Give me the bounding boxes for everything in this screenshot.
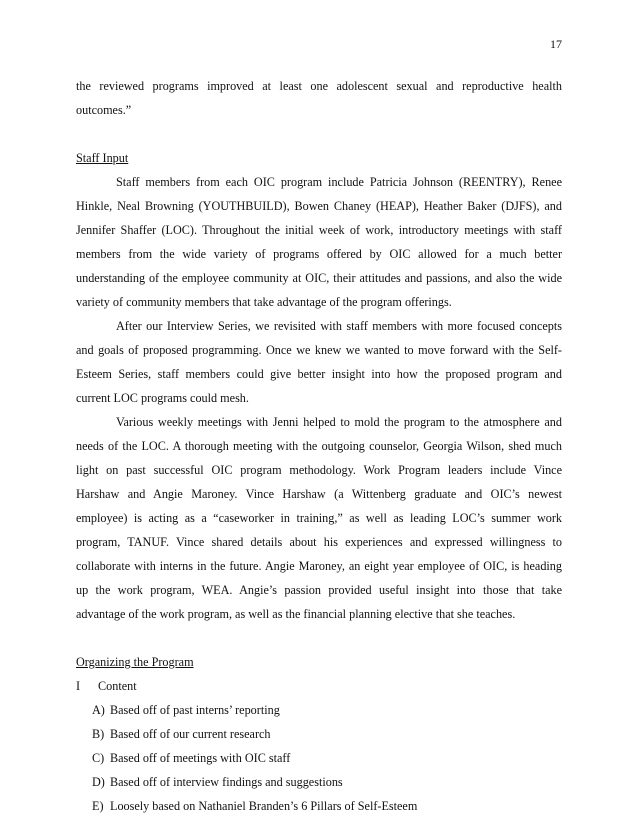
body-line: After our Interview Series, we revisited with staff members with more focused concepts [116,319,562,333]
body-line: members from the wide variety of programs offered by OIC allowed for a much better [76,247,562,261]
outline-item [76,746,562,770]
outline-item [76,698,562,722]
body-line: collaborate with interns in the future. Angie Maroney, an eight year employee of OIC, is heading [76,559,562,573]
page-number: 17 [550,37,562,51]
body-line: Hinkle, Neal Browning (YOUTHBUILD), Bowen Chaney (HEAP), Heather Baker (DJFS), and [76,199,562,213]
body-line: advantage of the work program, as well as the financial planning elective that she teaches. [76,607,516,621]
outline-item-text: Based off of our current research [110,727,271,741]
body-line: needs of the LOC. A thorough meeting with the outgoing counselor, Georgia Wilson, shed much [76,439,562,453]
body-line: Staff members from each OIC program include Patricia Johnson (REENTRY), Renee [116,175,562,189]
outline-item [76,794,562,818]
body-line: Esteem Series, staff members could give better insight into how the proposed program and [76,367,562,381]
body-line: understanding of the employee community at OIC, their attitudes and passions, and also the wide [76,271,562,285]
outline-item [76,722,562,746]
outline-item-label: D) [92,775,105,789]
body-line: current LOC programs could mesh. [76,391,249,405]
section-heading-organizing: Organizing the Program [76,655,194,669]
outline-item-label: C) [92,751,105,765]
spacer [76,122,562,146]
body-line: light on past successful OIC program methodology. Work Program leaders include Vince [76,463,562,477]
body-line: the reviewed programs improved at least one adolescent sexual and reproductive health [76,79,562,93]
body-line: up the work program, WEA. Angie’s passion provided useful insight into those that take [76,583,562,597]
body-line: variety of community members that take advantage of the program offerings. [76,295,452,309]
outline-item-text: Loosely based on Nathaniel Branden’s 6 Pillars of Self-Esteem [110,799,418,813]
outline-item-label: A) [92,703,105,717]
body-line: employee) is acting as a “caseworker in training,” as well as leading LOC’s summer work [76,511,562,525]
document-body [76,74,562,818]
section-heading-staff-input: Staff Input [76,151,129,165]
body-line: Harshaw and Angie Maroney. Vince Harshaw (a Wittenberg graduate and OIC’s newest [76,487,562,501]
body-line: and goals of proposed programming. Once we knew we wanted to move forward with the Self- [76,343,562,357]
body-line: Jennifer Shaffer (LOC). Throughout the initial week of work, introductory meetings with staff [76,223,562,237]
body-line: program, TANUF. Vince shared details about his experiences and expressed willingness to [76,535,562,549]
body-line: Various weekly meetings with Jenni helped to mold the program to the atmosphere and [116,415,562,429]
outline-item-label: E) [92,799,104,813]
spacer [76,626,562,650]
roman-label: Content [98,679,137,693]
outline-item-text: Based off of meetings with OIC staff [110,751,291,765]
roman-numeral: I [76,679,81,693]
outline-item [76,770,562,794]
outline-item-label: B) [92,727,105,741]
outline-item-text: Based off of past interns’ reporting [110,703,280,717]
outline-item-text: Based off of interview findings and suggestions [110,775,343,789]
body-line: outcomes.” [76,103,132,117]
outline-roman-item [76,674,562,698]
